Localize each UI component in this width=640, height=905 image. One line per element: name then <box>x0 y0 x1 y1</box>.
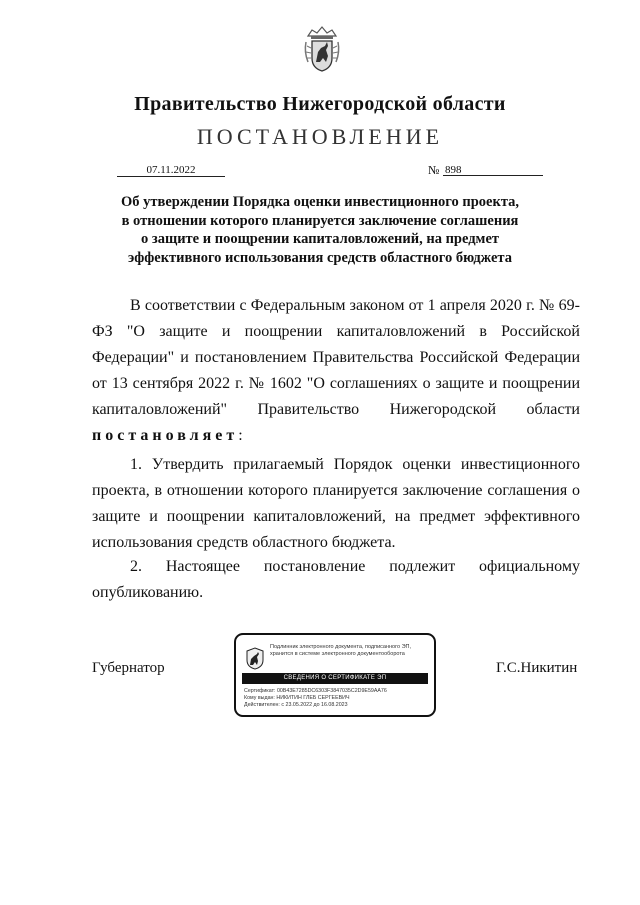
stamp-valid-value: с 23.05.2022 до 16.08.2023 <box>281 702 348 708</box>
stamp-valid-label: Действителен: <box>244 702 280 708</box>
decree-word: постановляет <box>92 427 239 444</box>
document-number: 898 <box>443 165 543 176</box>
preamble-paragraph <box>92 293 580 449</box>
signer-position: Губернатор <box>92 660 165 676</box>
stamp-cert-value: 00B43E7285DC6303F3847035C2D9E59AA76 <box>276 688 387 694</box>
signer-name: Г.С.Никитин <box>496 660 578 676</box>
coat-of-arms-small-icon <box>244 645 266 671</box>
item-2-paragraph: 2. Настоящее постановление подлежит официальному опубликованию. <box>92 558 580 601</box>
stamp-owner-row <box>244 695 350 702</box>
document-type: ПОСТАНОВЛЕНИЕ <box>196 124 444 149</box>
item-1-paragraph: 1. Утвердить прилагаемый Порядок оценки инвестиционного проекта, в отношении которого планируется заключение соглашения о защите и поощрении капиталовложений, на предмет эффективного использования средств областного бюджета. <box>92 456 580 551</box>
document-date: 07.11.2022 <box>117 165 225 177</box>
stamp-header-bar: СВЕДЕНИЯ О СЕРТИФИКАТЕ ЭП <box>242 673 428 684</box>
document-title <box>100 193 540 267</box>
coat-of-arms-icon <box>302 22 342 74</box>
stamp-cert-row <box>244 688 387 695</box>
number-label: № <box>428 163 440 177</box>
title-line: о защите и поощрении капиталовложений, на предмет <box>141 231 499 247</box>
stamp-owner-value: НИКИТИН ГЛЕБ СЕРГЕЕВИЧ <box>276 695 350 701</box>
electronic-signature-stamp <box>234 633 436 717</box>
stamp-valid-row <box>244 702 348 709</box>
stamp-cert-label: Сертификат: <box>244 688 276 694</box>
title-line: в отношении которого планируется заключение соглашения <box>121 212 519 229</box>
title-line: эффективного использования средств областного бюджета <box>128 249 512 266</box>
preamble-text: В соответствии с Федеральным законом от 1 апреля 2020 г. № 69-ФЗ "О защите и поощрении капиталовложений в Российской Федерации" и постановлением Правительства Российской Федерации от 13 сентября 2022 г. № 1602 "О соглашениях о защите и поощрении капиталовложений" Правительство Нижегородской области <box>92 297 580 418</box>
decree-colon: : <box>238 427 243 444</box>
government-name: Правительство Нижегородской области <box>134 93 506 115</box>
stamp-owner-label: Кому выдан: <box>244 695 275 701</box>
stamp-notice: Подлинник электронного документа, подписанного ЭП, хранится в системе электронного документооборота <box>270 644 412 657</box>
title-line: Об утверждении Порядка оценки инвестиционного проекта, <box>120 194 520 210</box>
